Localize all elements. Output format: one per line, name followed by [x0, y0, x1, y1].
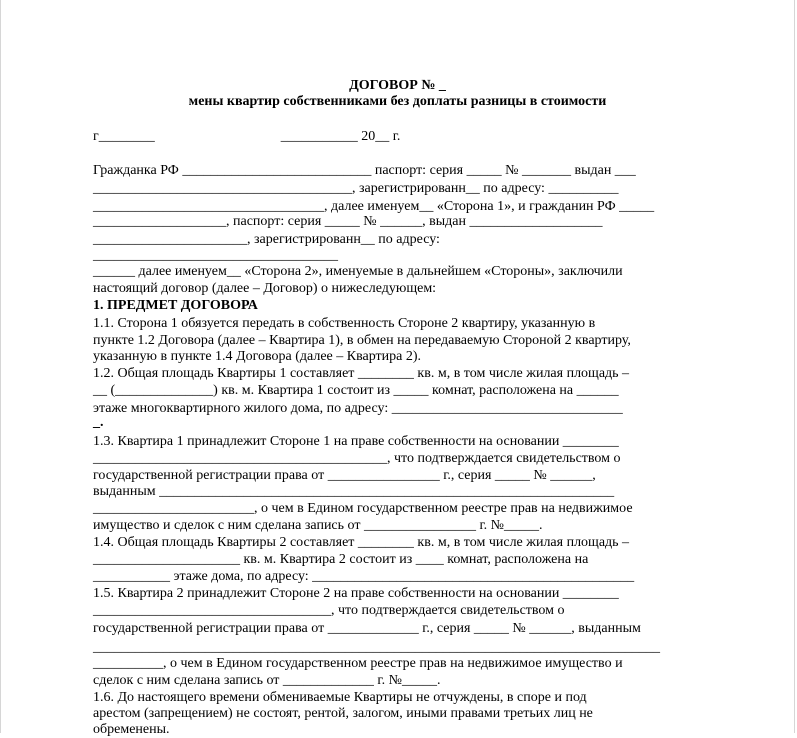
- clause-line: этаже многоквартирного жилого дома, по адресу: _________________________________: [93, 401, 623, 416]
- clause-line: 1.3. Квартира 1 принадлежит Стороне 1 на праве собственности на основании ________: [93, 434, 619, 449]
- clause-line: 1.6. До настоящего времени обмениваемые Квартиры не отчуждены, в споре и под: [93, 690, 587, 705]
- party-line: ______________________, зарегистрированн__ по адресу:: [93, 232, 440, 247]
- clause-line: __________________________________, что подтверждается свидетельством о: [93, 603, 565, 618]
- party-line: ______ далее именуем__ «Сторона 2», именуемые в дальнейшем «Стороны», заключили: [93, 264, 623, 279]
- document-subtitle: мены квартир собственниками без доплаты разницы в стоимости: [188, 94, 607, 109]
- section-heading: 1. ПРЕДМЕТ ДОГОВОРА: [93, 298, 258, 313]
- clause-line: государственной регистрации права от _____________ г., серия _____ № ______, выданным: [93, 621, 641, 636]
- clause-line: указанную в пункте 1.4 Договора (далее – Квартира 2).: [93, 349, 422, 364]
- clause-line: ___________ этаже дома, по адресу: ______________________________________________: [93, 569, 635, 584]
- clause-line: __ (______________) кв. м. Квартира 1 состоит из _____ комнат, расположена на ______: [93, 383, 619, 398]
- clause-line: арестом (запрещением) не состоят, рентой, залогом, иными правами третьих лиц не: [93, 706, 593, 721]
- party-line: ___________________, паспорт: серия _____ № ______, выдан ___________________: [93, 214, 603, 229]
- clause-line: пункте 1.2 Договора (далее – Квартира 1), в обмен на передаваемую Стороной 2 квартиру,: [93, 333, 631, 348]
- place-date-line: г________ ___________ 20__ г.: [93, 129, 401, 144]
- intro-line: настоящий договор (далее – Договор) о нижеследующем:: [93, 281, 437, 296]
- party-line: Гражданка РФ ___________________________ паспорт: серия _____ № _______ выдан ___: [93, 163, 636, 178]
- document-title-block: [1, 78, 794, 110]
- clause-line: _________________________________________________________________________________: [93, 640, 660, 655]
- party-line: _________________________________, далее именуем__ «Сторона 1», и гражданин РФ _____: [93, 199, 655, 214]
- clause-line: __________________________________________, что подтверждается свидетельством о: [93, 451, 621, 466]
- clause-line: имущество и сделок с ним сделана запись от ________________ г. №_____.: [93, 518, 543, 533]
- clause-line: сделок с ним сделана запись от _____________ г. №_____.: [93, 673, 441, 688]
- clause-line: государственной регистрации права от ________________ г., серия _____ № ______,: [93, 468, 596, 483]
- clause-line: выданным _________________________________________________________________: [93, 484, 615, 499]
- party-line: _____________________________________, зарегистрированн__ по адресу: __________: [93, 181, 619, 196]
- clause-line: 1.5. Квартира 2 принадлежит Стороне 2 на праве собственности на основании ________: [93, 586, 619, 601]
- clause-line: _______________________, о чем в Едином государственном реестре прав на недвижимое: [93, 501, 633, 516]
- clause-line: _.: [93, 415, 104, 430]
- clause-line: _____________________ кв. м. Квартира 2 состоит из ____ комнат, расположена на: [93, 552, 589, 567]
- clause-line: __________, о чем в Едином государственном реестре прав на недвижимое имущество и: [93, 656, 623, 671]
- clause-line: 1.4. Общая площадь Квартиры 2 составляет ________ кв. м, в том числе жилая площадь –: [93, 535, 630, 550]
- party-line: ___________________________________: [93, 248, 338, 263]
- clause-line: обременены.: [93, 722, 170, 737]
- document-title: ДОГОВОР № _: [349, 78, 446, 93]
- clause-line: 1.2. Общая площадь Квартиры 1 составляет ________ кв. м, в том числе жилая площадь –: [93, 366, 630, 381]
- clause-line: 1.1. Сторона 1 обязуется передать в собственность Стороне 2 квартиру, указанную в: [93, 316, 596, 331]
